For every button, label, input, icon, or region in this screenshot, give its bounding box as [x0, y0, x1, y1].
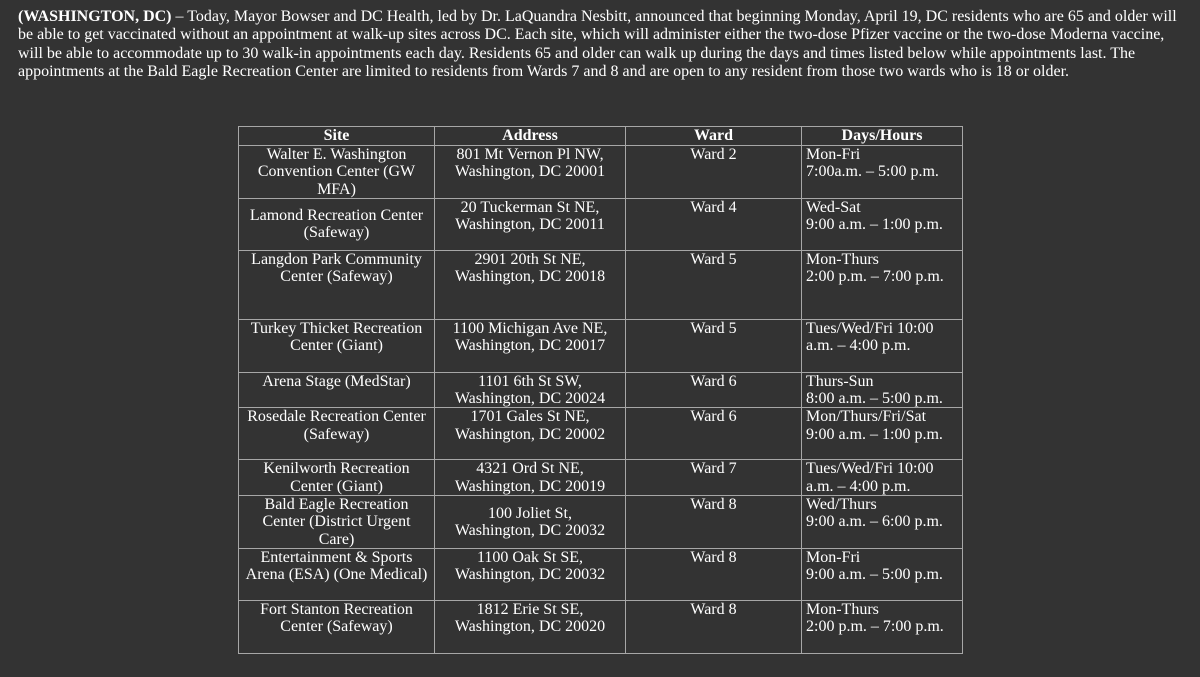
hours-text: 2:00 p.m. – 7:00 p.m.	[806, 618, 944, 636]
header-days-hours: Days/Hours	[802, 127, 963, 146]
dateline: (WASHINGTON, DC)	[18, 8, 172, 25]
walk-up-sites-table	[238, 126, 963, 654]
table-row	[239, 250, 963, 319]
days-text: Mon-Thurs	[806, 250, 879, 268]
hours-text: 10:00 a.m. – 4:00 p.m.	[806, 319, 934, 355]
address-street: 801 Mt Vernon Pl NW,	[456, 146, 604, 163]
site-name: Lamond Recreation Center (Safeway)	[239, 198, 435, 250]
site-hours	[802, 600, 963, 653]
table-row	[239, 198, 963, 250]
address-city: Washington, DC 20020	[454, 618, 606, 636]
site-ward: Ward 8	[626, 548, 802, 600]
site-hours	[802, 460, 963, 496]
table-row	[239, 496, 963, 549]
table-row	[239, 372, 963, 408]
site-address	[435, 250, 626, 319]
site-address	[435, 496, 626, 549]
table-header-row	[239, 127, 963, 146]
days-text: Mon-Fri	[806, 548, 861, 566]
days-text: Wed/Thurs	[806, 496, 877, 514]
intro-body: – Today, Mayor Bowser and DC Health, led by Dr. LaQuandra Nesbitt, announced that beginning Monday, April 19, DC residents who are 65 and older will be able to get vaccinated without an appointment at walk-up sites across DC. Each site, which will administer either the two-dose Pfizer vaccine or the two-dose Moderna vaccine, will be able to accommodate up to 30 walk-in appointments each day. Residents 65 and older can walk up during the days and times listed below while appointments last. The appointments at the Bald Eagle Recreation Center are limited to residents from Wards 7 and 8 and are open to any resident from those two wards who is 18 or older.	[18, 8, 1177, 81]
table-row	[239, 460, 963, 496]
site-ward: Ward 5	[626, 250, 802, 319]
site-ward: Ward 2	[626, 146, 802, 199]
hours-text: 9:00 a.m. – 5:00 p.m.	[806, 566, 943, 584]
site-ward: Ward 5	[626, 319, 802, 372]
site-hours	[802, 548, 963, 600]
site-address	[435, 198, 626, 250]
address-street: 2901 20th St NE,	[474, 250, 586, 268]
address-city: Washington, DC 20032	[454, 566, 606, 584]
hours-text: 9:00 a.m. – 1:00 p.m.	[806, 216, 943, 234]
site-name: Kenilworth Recreation Center (Giant)	[239, 460, 435, 496]
table-row	[239, 548, 963, 600]
site-address	[435, 146, 626, 199]
site-name: Turkey Thicket Recreation Center (Giant)	[239, 319, 435, 372]
hours-text: 8:00 a.m. – 5:00 p.m.	[806, 390, 943, 408]
site-ward: Ward 8	[626, 496, 802, 549]
site-ward: Ward 6	[626, 372, 802, 408]
days-text: Tues/Wed/Fri	[806, 319, 894, 337]
hours-text: 7:00a.m. – 5:00 p.m.	[806, 163, 939, 181]
address-street: 1100 Michigan Ave NE,	[452, 319, 608, 337]
days-text: Mon/Thurs/Fri/Sat	[806, 408, 927, 426]
address-street: 100 Joliet St,	[487, 504, 572, 522]
address-city: Washington, DC 20032	[454, 522, 606, 540]
site-name: Fort Stanton Recreation Center (Safeway)	[239, 600, 435, 653]
address-street: 1101 6th St SW,	[478, 372, 582, 390]
site-ward: Ward 4	[626, 198, 802, 250]
table-row	[239, 146, 963, 199]
site-hours	[802, 319, 963, 372]
site-name: Arena Stage (MedStar)	[239, 372, 435, 408]
site-address	[435, 372, 626, 408]
address-city: Washington, DC 20018	[454, 268, 606, 286]
address-street: 1100 Oak St SE,	[476, 548, 584, 566]
site-hours	[802, 408, 963, 460]
site-ward: Ward 6	[626, 408, 802, 460]
site-hours	[802, 250, 963, 319]
header-ward: Ward	[626, 127, 802, 146]
days-text: Wed-Sat	[806, 198, 861, 216]
hours-text: 9:00 a.m. – 6:00 p.m.	[806, 513, 943, 531]
address-city: Washington, DC 20001	[454, 163, 606, 181]
site-address	[435, 460, 626, 496]
address-city: Washington, DC 20011	[455, 216, 605, 234]
days-text: Mon-Thurs	[806, 600, 879, 618]
site-hours	[802, 496, 963, 549]
site-ward: Ward 7	[626, 460, 802, 496]
table-row	[239, 600, 963, 653]
days-text: Mon-Fri	[806, 146, 861, 163]
site-address	[435, 319, 626, 372]
hours-text: 10:00 a.m. – 4:00 p.m.	[806, 460, 934, 495]
site-hours	[802, 198, 963, 250]
days-text: Tues/Wed/Fri	[806, 460, 894, 478]
address-street: 20 Tuckerman St NE,	[460, 198, 600, 216]
address-city: Washington, DC 20024	[454, 390, 606, 408]
press-release-intro	[18, 8, 1186, 82]
table-row	[239, 408, 963, 460]
address-city: Washington, DC 20019	[454, 477, 606, 495]
address-street: 4321 Ord St NE,	[476, 460, 584, 478]
address-street: 1812 Erie St SE,	[476, 600, 584, 618]
address-city: Washington, DC 20017	[454, 337, 606, 355]
site-name: Walter E. Washington Convention Center (GW MFA)	[239, 146, 435, 199]
site-name: Langdon Park Community Center (Safeway)	[239, 250, 435, 319]
site-address	[435, 548, 626, 600]
site-name: Bald Eagle Recreation Center (District Urgent Care)	[239, 496, 435, 549]
site-address	[435, 600, 626, 653]
days-text: Thurs-Sun	[806, 372, 874, 390]
site-hours	[802, 146, 963, 199]
address-street: 1701 Gales St NE,	[470, 408, 590, 426]
hours-text: 9:00 a.m. – 1:00 p.m.	[806, 425, 943, 443]
site-hours	[802, 372, 963, 408]
hours-text: 2:00 p.m. – 7:00 p.m.	[806, 268, 944, 286]
header-site: Site	[239, 127, 435, 146]
header-address: Address	[435, 127, 626, 146]
site-address	[435, 408, 626, 460]
site-name: Rosedale Recreation Center (Safeway)	[239, 408, 435, 460]
site-ward: Ward 8	[626, 600, 802, 653]
table-row	[239, 319, 963, 372]
site-name: Entertainment & Sports Arena (ESA) (One Medical)	[239, 548, 435, 600]
address-city: Washington, DC 20002	[454, 425, 606, 443]
